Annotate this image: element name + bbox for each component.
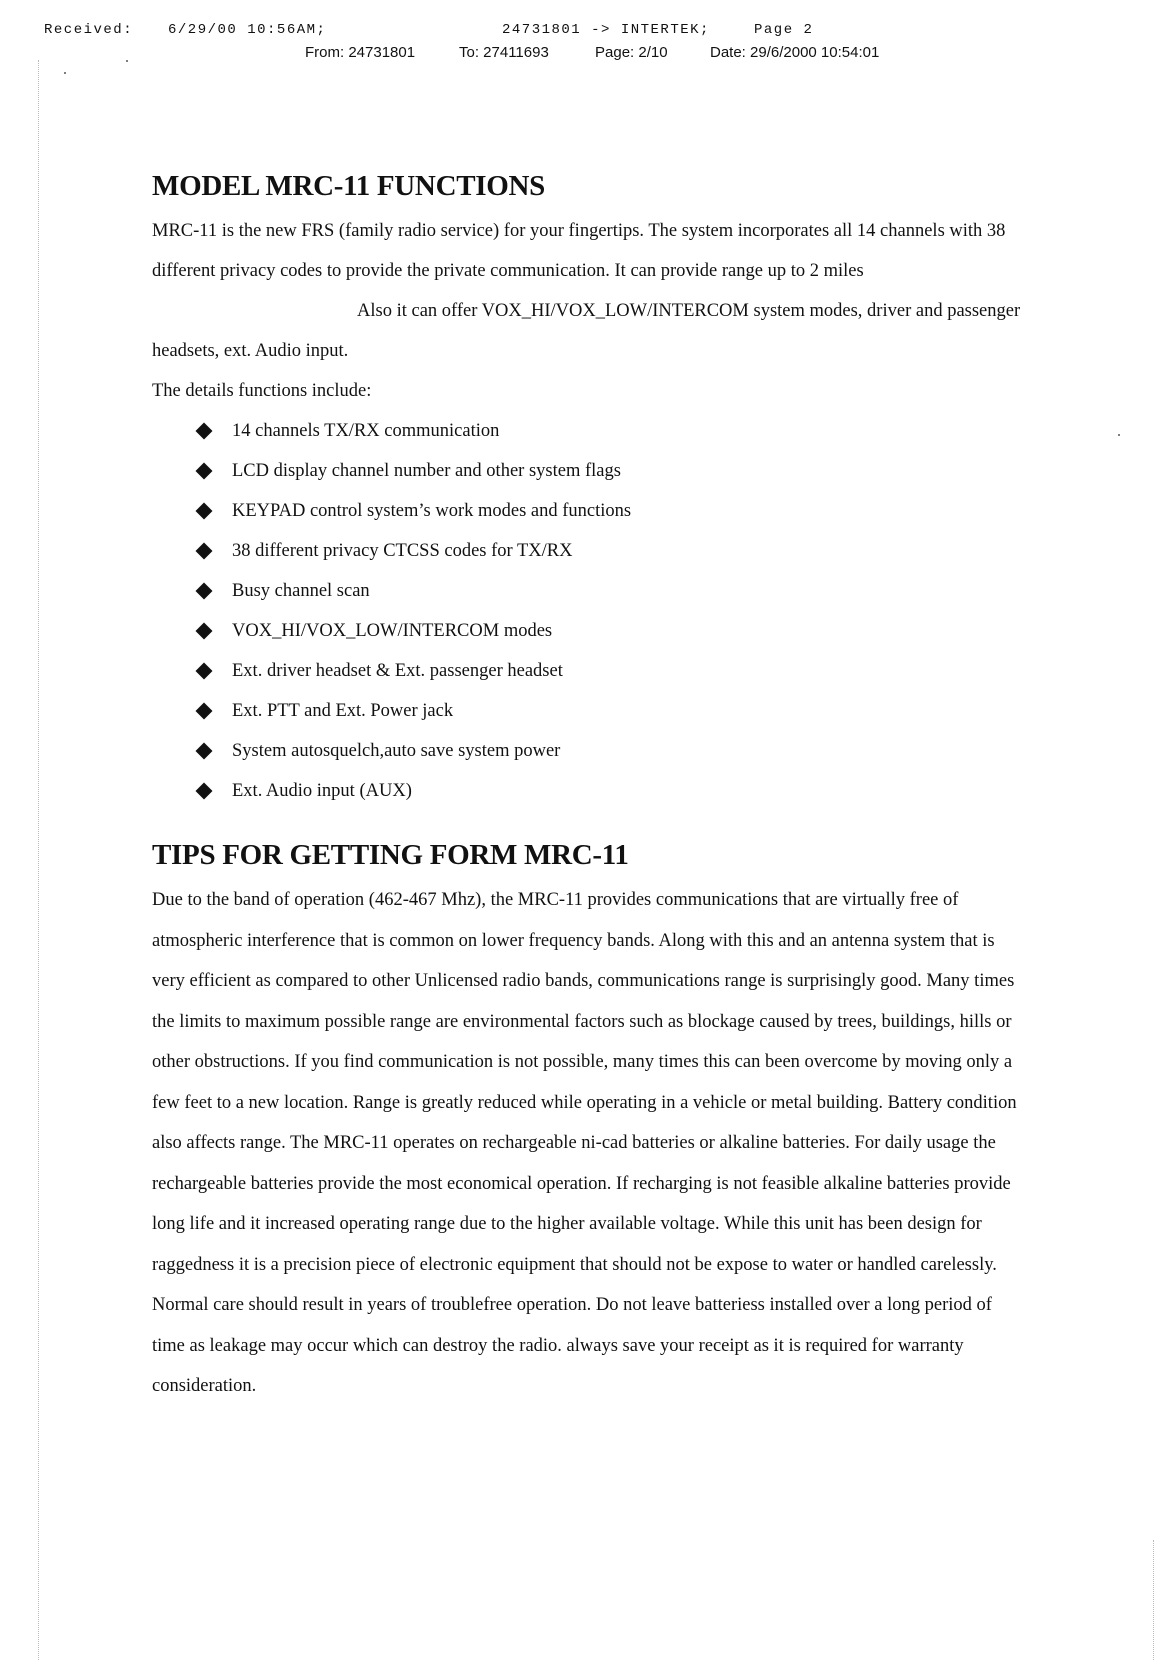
diamond-bullet-icon [196,703,213,720]
diamond-bullet-icon [196,503,213,520]
list-item: System autosquelch,auto save system power [192,731,1022,771]
scan-edge-right [1153,1540,1154,1660]
diamond-bullet-icon [196,783,213,800]
diamond-bullet-icon [196,543,213,560]
fax-from: From: 24731801 [305,44,416,61]
fax-date: Date: 29/6/2000 10:54:01 [710,44,880,61]
scan-speck [64,72,66,74]
section-title-functions: MODEL MRC-11 FUNCTIONS [152,170,545,202]
list-item: Ext. PTT and Ext. Power jack [192,691,1022,731]
scan-edge-left [38,60,39,1660]
fax-to: To: 27411693 [459,44,549,61]
diamond-bullet-icon [196,663,213,680]
diamond-bullet-icon [196,623,213,640]
list-item: 14 channels TX/RX communication [192,411,1022,451]
functions-intro-part2: Also it can offer VOX_HI/VOX_LOW/INTERCOM system modes, driver and passenger headsets, ext. Audio input. [152,301,1021,361]
functions-intro [152,211,1022,371]
fax-page-number: Page 2 [754,22,814,38]
scan-speck [1118,434,1120,436]
list-item: KEYPAD control system’s work modes and functions [192,491,1022,531]
details-intro: The details functions include: [152,381,372,401]
list-item: LCD display channel number and other system flags [192,451,1022,491]
list-item: 38 different privacy CTCSS codes for TX/RX [192,531,1022,571]
tips-body: Due to the band of operation (462-467 Mhz), the MRC-11 provides communications that are virtually free of atmospheric interference that is common on lower frequency bands. Along with this and an antenna system that is very efficient as compared to other Unlicensed radio bands, communications range is surprisingly good. Many times the limits to maximum possible range are environmental factors such as blockage caused by trees, buildings, hills or other obstructions. If you find communication is not possible, many times this can been overcome by moving only a few feet to a new location. Range is greatly reduced while operating in a vehicle or metal building. Battery condition also affects range. The MRC-11 operates on rechargeable ni-cad batteries or alkaline batteries. For daily usage the rechargeable batteries provide the most economical operation. If recharging is not feasible alkaline batteries provide long life and it increased operating range due to the higher available voltage. While this unit has been design for raggedness it is a precision piece of electronic equipment that should not be expose to water or handled carelessly. Normal care should result in years of troublefree operation. Do not leave batteriess installed over a long period of time as leakage may occur which can destroy the radio. always save your receipt as it is required for warranty consideration. [152,890,1017,1396]
functions-list [152,411,1022,811]
section-title-tips: TIPS FOR GETTING FORM MRC-11 [152,839,629,871]
diamond-bullet-icon [196,743,213,760]
list-item: Busy channel scan [192,571,1022,611]
list-item: Ext. driver headset & Ext. passenger headset [192,651,1022,691]
tips-section [152,839,1022,1407]
diamond-bullet-icon [196,583,213,600]
diamond-bullet-icon [196,463,213,480]
document-body [152,170,1022,1407]
fax-page-count: Page: 2/10 [595,44,668,61]
scan-speck [126,60,128,62]
received-datetime: 6/29/00 10:56AM; [168,22,327,38]
diamond-bullet-icon [196,423,213,440]
fax-route: 24731801 -> INTERTEK; [502,22,710,38]
list-item: Ext. Audio input (AUX) [192,771,1022,811]
functions-intro-part1: MRC-11 is the new FRS (family radio service) for your fingertips. The system incorporates all 14 channels with 38 different privacy codes to provide the private communication. It can provide range up to 2 miles [152,221,1006,281]
list-item: VOX_HI/VOX_LOW/INTERCOM modes [192,611,1022,651]
received-label: Received: [44,22,134,38]
